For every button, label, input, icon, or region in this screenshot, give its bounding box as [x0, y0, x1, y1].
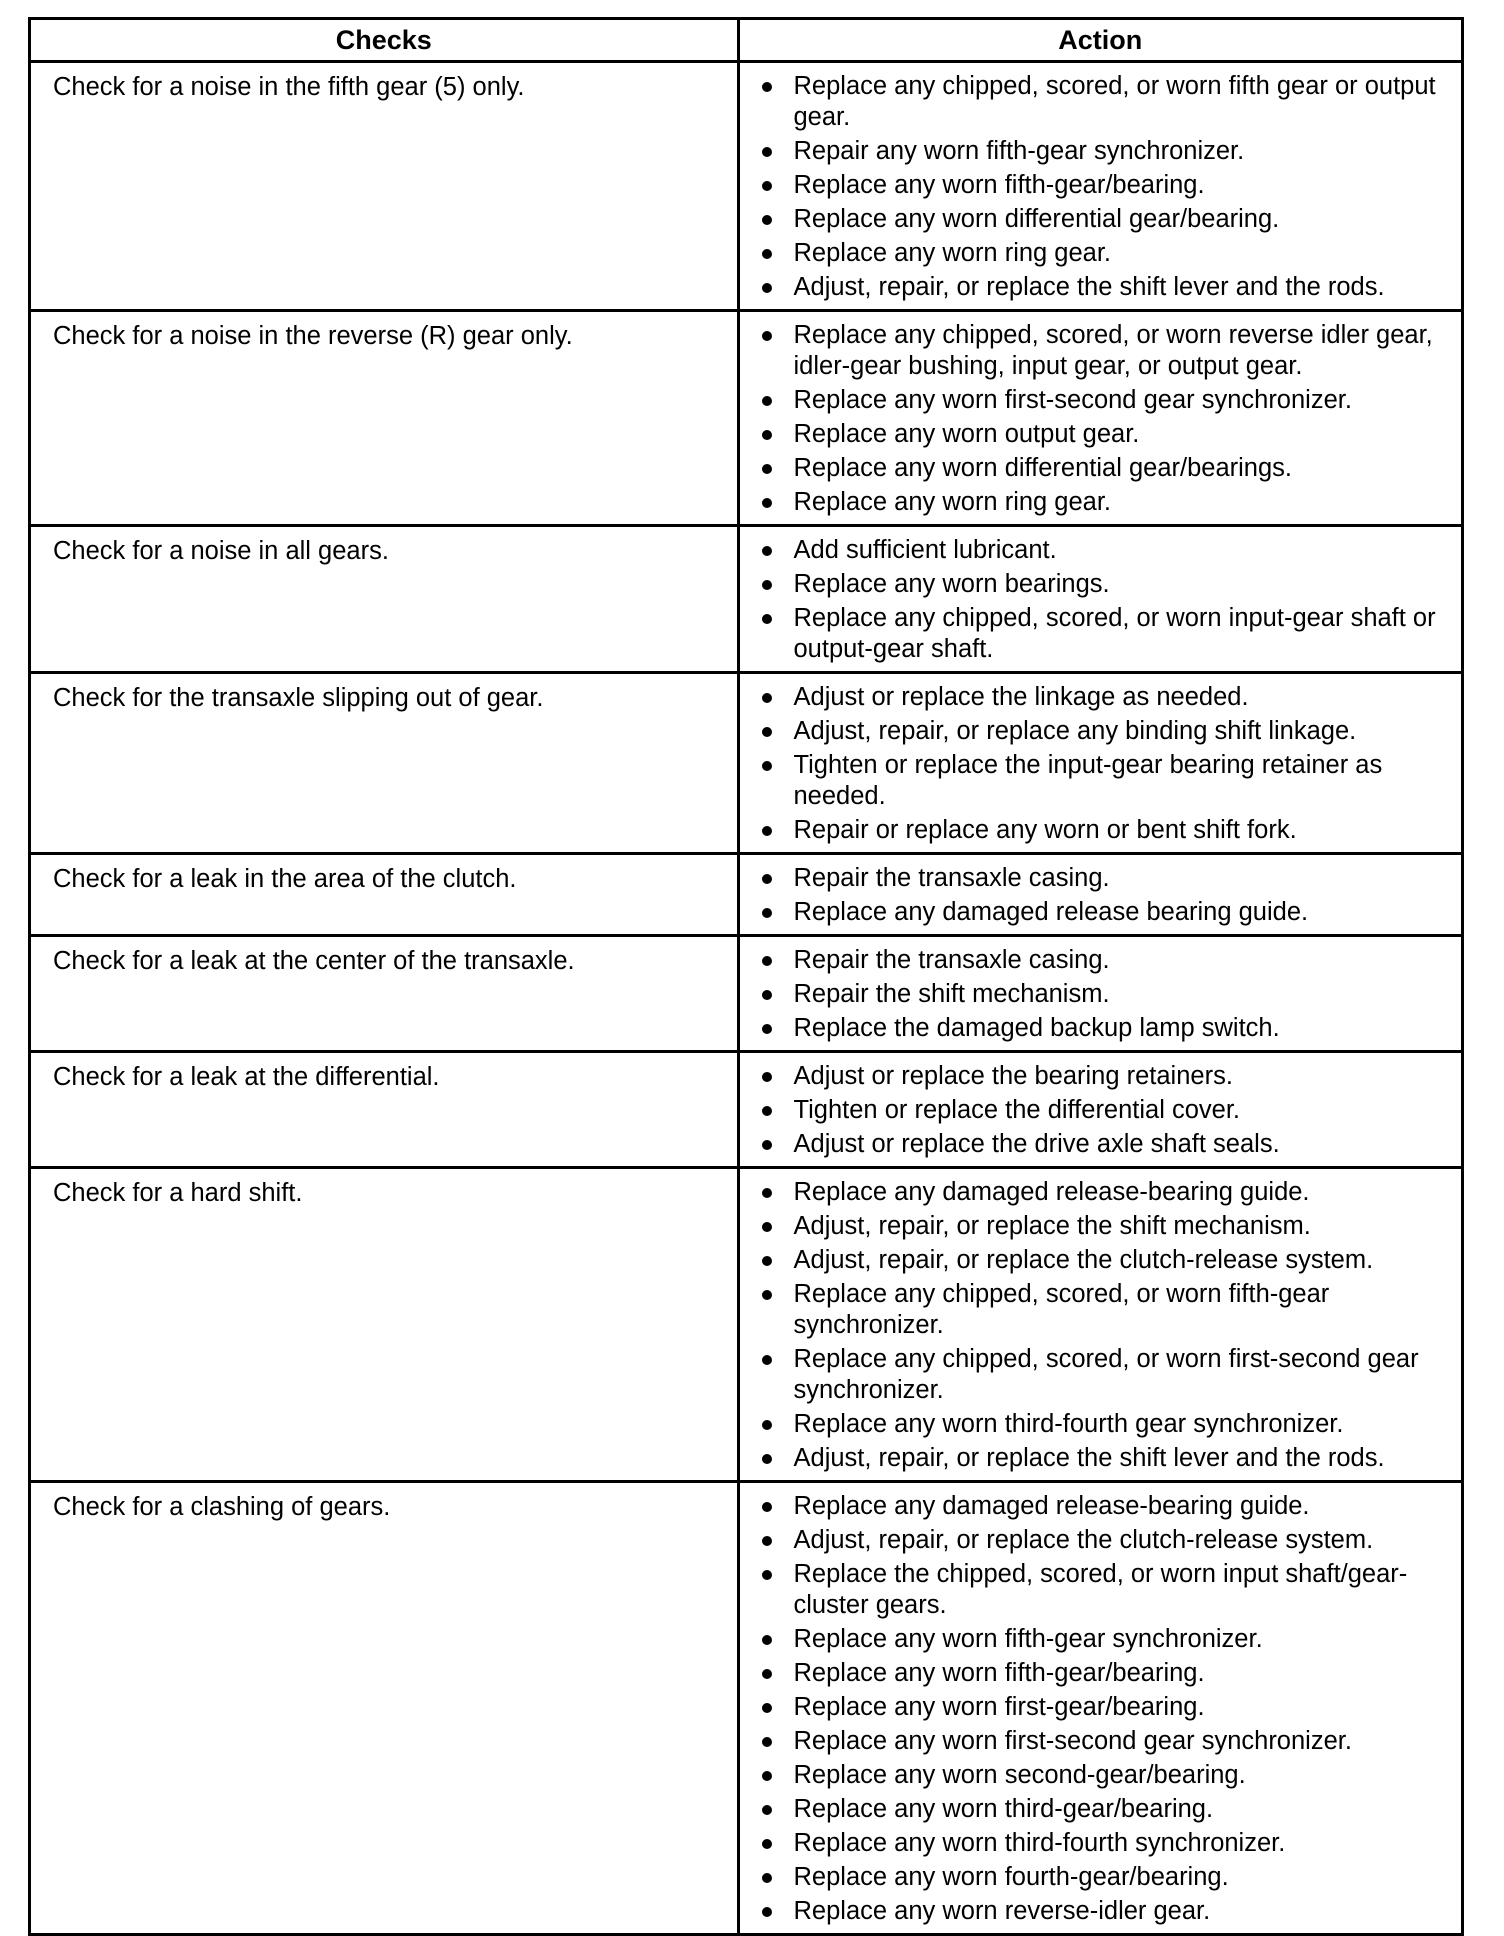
check-cell: Check for the transaxle slipping out of gear. [31, 673, 738, 854]
action-cell [738, 1052, 1461, 1168]
action-list-item: Replace any worn bearings. [758, 569, 1450, 600]
diagnostic-table [28, 17, 1464, 1936]
table-row [31, 936, 1461, 1052]
action-list-item: Replace any worn differential gear/bearing. [758, 204, 1450, 235]
action-list-item: Replace any damaged release bearing guide. [758, 897, 1450, 928]
action-cell [738, 854, 1461, 936]
action-list-item: Replace the chipped, scored, or worn input shaft/gear-cluster gears. [758, 1559, 1450, 1621]
check-cell: Check for a leak at the differential. [31, 1052, 738, 1168]
action-list [758, 1177, 1450, 1474]
action-list-item: Repair any worn fifth-gear synchronizer. [758, 136, 1450, 167]
action-list-item: Replace any worn fifth-gear/bearing. [758, 170, 1450, 201]
action-list-item: Replace any worn first-gear/bearing. [758, 1692, 1450, 1723]
action-list-item: Replace any worn third-gear/bearing. [758, 1794, 1450, 1825]
table-row [31, 1168, 1461, 1482]
action-list-item: Replace any chipped, scored, or worn fifth-gear synchronizer. [758, 1279, 1450, 1341]
action-cell [738, 311, 1461, 526]
action-list [758, 535, 1450, 665]
action-list-item: Replace any damaged release-bearing guide. [758, 1177, 1450, 1208]
check-cell: Check for a leak at the center of the transaxle. [31, 936, 738, 1052]
action-list-item: Repair the transaxle casing. [758, 863, 1450, 894]
action-list-item: Replace any worn differential gear/bearings. [758, 453, 1450, 484]
check-cell: Check for a leak in the area of the clutch. [31, 854, 738, 936]
table-header-row [31, 20, 1461, 62]
action-list-item: Adjust, repair, or replace the shift lever and the rods. [758, 272, 1450, 303]
action-list-item: Adjust or replace the drive axle shaft seals. [758, 1129, 1450, 1160]
action-list-item: Replace any worn ring gear. [758, 487, 1450, 518]
action-list [758, 1491, 1450, 1927]
check-cell: Check for a noise in the fifth gear (5) only. [31, 62, 738, 311]
action-list-item: Adjust or replace the linkage as needed. [758, 682, 1450, 713]
action-list-item: Replace any worn fifth-gear/bearing. [758, 1658, 1450, 1689]
action-cell [738, 1168, 1461, 1482]
action-list [758, 1061, 1450, 1160]
action-list-item: Adjust or replace the bearing retainers. [758, 1061, 1450, 1092]
action-list-item: Replace any worn fifth-gear synchronizer. [758, 1624, 1450, 1655]
action-list-item: Replace any worn fourth-gear/bearing. [758, 1862, 1450, 1893]
action-list [758, 863, 1450, 928]
action-list-item: Replace any worn output gear. [758, 419, 1450, 450]
action-cell [738, 526, 1461, 673]
action-list-item: Repair the shift mechanism. [758, 979, 1450, 1010]
action-cell [738, 673, 1461, 854]
action-list-item: Replace any worn third-fourth synchronizer. [758, 1828, 1450, 1859]
action-list-item: Replace any worn third-fourth gear synchronizer. [758, 1409, 1450, 1440]
checks-actions-table [31, 20, 1461, 1933]
action-list-item: Tighten or replace the input-gear bearing retainer as needed. [758, 750, 1450, 812]
action-column-header: Action [738, 20, 1461, 62]
action-list-item: Replace any chipped, scored, or worn first-second gear synchronizer. [758, 1344, 1450, 1406]
action-list-item: Replace any worn second-gear/bearing. [758, 1760, 1450, 1791]
action-list [758, 71, 1450, 303]
action-list-item: Tighten or replace the differential cover. [758, 1095, 1450, 1126]
table-row [31, 673, 1461, 854]
action-list-item: Adjust, repair, or replace the clutch-release system. [758, 1525, 1450, 1556]
table-row [31, 854, 1461, 936]
action-cell [738, 1482, 1461, 1934]
table-body [31, 62, 1461, 1934]
action-list-item: Replace any damaged release-bearing guide. [758, 1491, 1450, 1522]
action-list [758, 320, 1450, 518]
table-row [31, 1482, 1461, 1934]
check-cell: Check for a hard shift. [31, 1168, 738, 1482]
table-row [31, 62, 1461, 311]
action-list [758, 945, 1450, 1044]
checks-column-header: Checks [31, 20, 738, 62]
action-list-item: Replace any chipped, scored, or worn input-gear shaft or output-gear shaft. [758, 603, 1450, 665]
action-list-item: Adjust, repair, or replace the clutch-release system. [758, 1245, 1450, 1276]
check-cell: Check for a noise in the reverse (R) gear only. [31, 311, 738, 526]
action-list-item: Add sufficient lubricant. [758, 535, 1450, 566]
action-list-item: Replace any chipped, scored, or worn fifth gear or output gear. [758, 71, 1450, 133]
action-list-item: Adjust, repair, or replace any binding shift linkage. [758, 716, 1450, 747]
action-cell [738, 936, 1461, 1052]
action-cell [738, 62, 1461, 311]
table-row [31, 1052, 1461, 1168]
action-list-item: Adjust, repair, or replace the shift mechanism. [758, 1211, 1450, 1242]
action-list-item: Replace any chipped, scored, or worn reverse idler gear, idler-gear bushing, input gear, or output gear. [758, 320, 1450, 382]
action-list-item: Replace any worn reverse-idler gear. [758, 1896, 1450, 1927]
action-list-item: Repair or replace any worn or bent shift fork. [758, 815, 1450, 846]
action-list [758, 682, 1450, 846]
action-list-item: Replace any worn first-second gear synchronizer. [758, 1726, 1450, 1757]
action-list-item: Adjust, repair, or replace the shift lever and the rods. [758, 1443, 1450, 1474]
check-cell: Check for a noise in all gears. [31, 526, 738, 673]
action-list-item: Replace any worn first-second gear synchronizer. [758, 385, 1450, 416]
action-list-item: Replace the damaged backup lamp switch. [758, 1013, 1450, 1044]
check-cell: Check for a clashing of gears. [31, 1482, 738, 1934]
action-list-item: Replace any worn ring gear. [758, 238, 1450, 269]
table-row [31, 311, 1461, 526]
table-row [31, 526, 1461, 673]
action-list-item: Repair the transaxle casing. [758, 945, 1450, 976]
